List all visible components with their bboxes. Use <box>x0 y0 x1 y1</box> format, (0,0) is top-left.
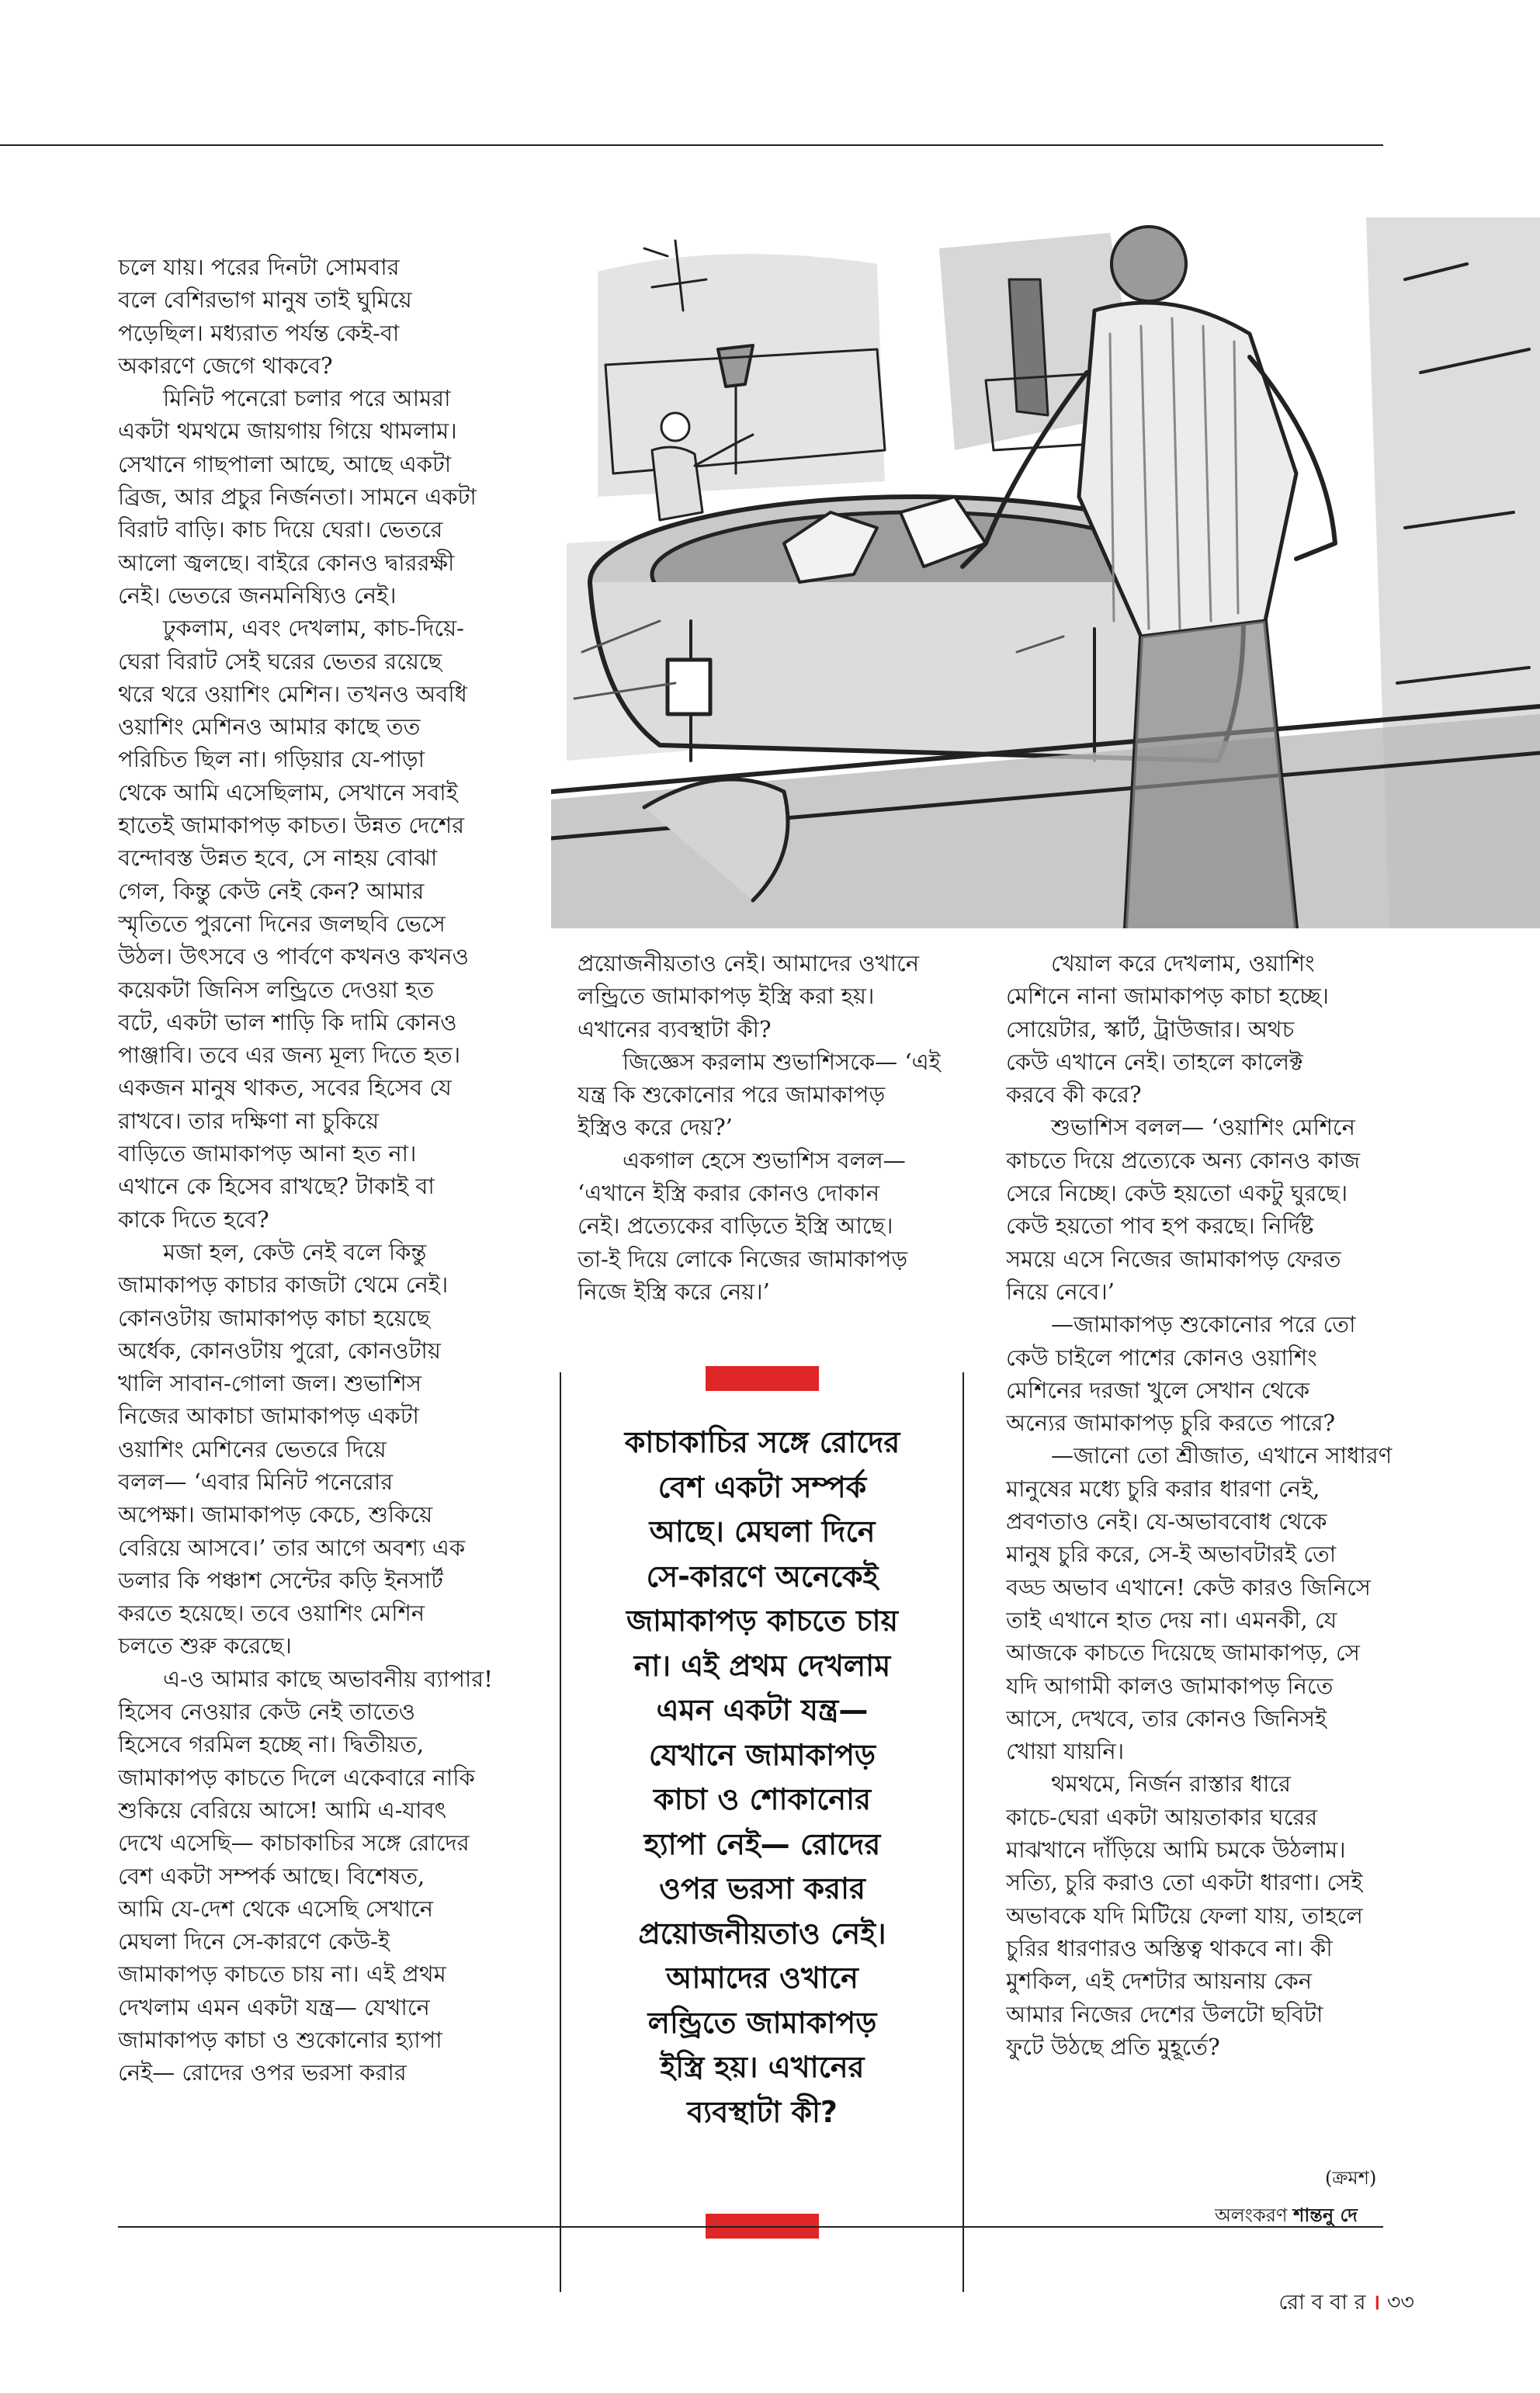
text-line: শুকিয়ে বেরিয়ে আসে! আমি এ-যাবৎ <box>118 1796 447 1823</box>
text-line: বড্ড অভাব এখানে! কেউ কারও জিনিসে <box>1006 1573 1371 1601</box>
text-line: সত্যি, চুরি করাও তো একটা ধারণা। সেই <box>1006 1869 1363 1896</box>
text-line: বন্দোবস্ত উন্নত হবে, সে নাহয় বোঝা <box>118 844 438 872</box>
text-line: আজকে কাচতে দিয়েছে জামাকাপড়, সে <box>1006 1639 1360 1666</box>
text-line: স্মৃতিতে পুরনো দিনের জলছবি ভেসে <box>118 910 446 937</box>
pull-quote-line: বেশ একটা সম্পর্ক <box>657 1469 867 1504</box>
text-line: অর্ধেক, কোনওটায় পুরো, কোনওটায় <box>118 1337 441 1364</box>
text-line: চলতে শুরু করেছে। <box>118 1632 292 1659</box>
illustration-credit-label: অলংকরণ <box>1215 2204 1288 2226</box>
text-line: গেল, কিন্তু কেউ নেই কেন? আমার <box>118 877 425 904</box>
text-line: কাচতে দিয়ে প্রত্যেকে অন্য কোনও কাজ <box>1006 1146 1361 1174</box>
top-rule <box>0 144 1383 146</box>
text-line: প্রয়োজনীয়তাও নেই। আমাদের ওখানে <box>578 950 920 976</box>
text-line: মেশিনে নানা জামাকাপড় কাচা হচ্ছে। <box>1006 983 1330 1010</box>
illustration-credit-name: শান্তনু দে <box>1293 2204 1358 2226</box>
text-line: কেউ চাইলে পাশের কোনও ওয়াশিং <box>1006 1344 1317 1371</box>
page-number: ৩৩ <box>1386 2291 1414 2315</box>
text-line: অন্যের জামাকাপড় চুরি করতে পারে? <box>1006 1410 1336 1437</box>
text-line: দেখলাম এমন একটা যন্ত্র— যেখানে <box>118 1993 430 2020</box>
text-line: ওয়াশিং মেশিনও আমার কাছে তত <box>118 713 421 740</box>
text-line: খোয়া যায়নি। <box>1006 1738 1125 1765</box>
text-line: কেউ এখানে নেই। তাহলে কালেক্ট <box>1006 1048 1303 1075</box>
text-line: সোয়েটার, স্কার্ট, ট্রাউজার। অথচ <box>1006 1015 1295 1042</box>
text-line: বটে, একটা ভাল শাড়ি কি দামি কোনও <box>118 1008 457 1035</box>
laundromat-illustration <box>551 217 1540 928</box>
text-line: পাঞ্জাবি। তবে এর জন্য মূল্য দিতে হত। <box>118 1042 461 1069</box>
text-line: নিয়ে নেবে।’ <box>1006 1278 1115 1305</box>
text-line: জামাকাপড় কাচতে চায় না। এই প্রথম <box>118 1961 446 1988</box>
text-line: —জামাকাপড় শুকোনোর পরে তো <box>1006 1311 1356 1338</box>
footer-separator: । <box>1372 2291 1381 2315</box>
text-line: একগাল হেসে শুভাশিস বলল— <box>578 1146 906 1174</box>
text-line: একটা থমথমে জায়গায় গিয়ে থামলাম। <box>118 418 457 445</box>
text-line: শুভাশিস বলল— ‘ওয়াশিং মেশিনে <box>1006 1114 1355 1141</box>
text-line: সময়ে এসে নিজের জামাকাপড় ফেরত <box>1006 1245 1341 1272</box>
text-line: বিরাট বাড়ি। কাচ দিয়ে ঘেরা। ভেতরে <box>118 516 443 543</box>
text-line: কাকে দিতে হবে? <box>118 1205 269 1233</box>
text-line: সেখানে গাছপালা আছে, আছে একটা <box>118 450 452 477</box>
pull-quote-line: ব্যবস্থাটা কী? <box>687 2094 838 2129</box>
text-line: রাখবে। তার দক্ষিণা না চুকিয়ে <box>118 1107 380 1134</box>
text-line: মজা হল, কেউ নেই বলে কিন্তু <box>118 1238 427 1265</box>
text-line: প্রবণতাও নেই। যে-অভাববোধ থেকে <box>1006 1508 1327 1535</box>
column-divider-right <box>962 1372 964 2292</box>
text-line: কোনওটায় জামাকাপড় কাচা হয়েছে <box>118 1304 430 1331</box>
text-line: উঠল। উৎসবে ও পার্বণে কখনও কখনও <box>118 943 469 970</box>
magazine-name: রো ব বা র <box>1278 2291 1366 2315</box>
article-column-2 <box>578 947 981 1308</box>
text-line: থরে থরে ওয়াশিং মেশিন। তখনও অবধি <box>118 680 467 707</box>
text-line: খেয়াল করে দেখলাম, ওয়াশিং <box>1006 950 1315 976</box>
text-line: পড়েছিল। মধ্যরাত পর্যন্ত কেই-বা <box>118 319 400 346</box>
text-line: নিজে ইস্ত্রি করে নেয়।’ <box>578 1278 770 1305</box>
bottom-rule <box>118 2226 1383 2228</box>
text-line: আসে, দেখবে, তার কোনও জিনিসই <box>1006 1705 1327 1732</box>
pull-quote-line: ওপর ভরসা করার <box>659 1871 865 1906</box>
text-line: মানুষের মধ্যে চুরি করার ধারণা নেই, <box>1006 1475 1320 1502</box>
text-line: অকারণে জেগে থাকবে? <box>118 352 333 379</box>
text-line: মুশকিল, এই দেশটার আয়নায় কেন <box>1006 1968 1313 1995</box>
text-line: এখানে কে হিসেব রাখছে? টাকাই বা <box>118 1173 435 1200</box>
text-line: —জানো তো শ্রীজাত, এখানে সাধারণ <box>1006 1442 1393 1469</box>
text-line: মানুষ চুরি করে, সে-ই অভাবটারই তো <box>1006 1541 1337 1568</box>
text-line: বেরিয়ে আসবে।’ তার আগে অবশ্য এক <box>118 1534 466 1561</box>
text-line: তাই এখানে হাত দেয় না। এমনকী, যে <box>1006 1606 1337 1633</box>
text-line: করবে কী করে? <box>1006 1081 1142 1108</box>
pull-quote-line: প্রয়োজনীয়তাও নেই। <box>638 1916 886 1951</box>
article-column-1 <box>118 251 522 2090</box>
text-line: একজন মানুষ থাকত, সবের হিসেব যে <box>118 1074 452 1101</box>
text-line: আলো জ্বলছে। বাইরে কোনও দ্বাররক্ষী <box>118 549 455 576</box>
text-line: ইস্ত্রিও করে দেয়?’ <box>578 1114 733 1141</box>
pull-quote-text <box>578 1420 947 2135</box>
text-line: বেশ একটা সম্পর্ক আছে। বিশেষত, <box>118 1862 425 1889</box>
text-line: ডলার কি পঞ্চাশ সেন্টের কড়ি ইনসার্ট <box>118 1566 443 1594</box>
text-line: জামাকাপড় কাচার কাজটা থেমে নেই। <box>118 1271 449 1299</box>
pull-quote-line: লন্ড্রিতে জামাকাপড় <box>647 2005 877 2040</box>
text-line: লন্ড্রিতে জামাকাপড় ইস্ত্রি করা হয়। <box>578 983 875 1010</box>
series-note: (ক্রমশ) <box>1325 2167 1377 2189</box>
text-line: জিজ্ঞেস করলাম শুভাশিসকে— ‘এই <box>578 1048 941 1075</box>
text-line: হিসেবে গরমিল হচ্ছে না। দ্বিতীয়ত, <box>118 1731 425 1758</box>
pull-quote-line: আছে। মেঘলা দিনে <box>649 1514 876 1549</box>
text-line: করতে হয়েছে। তবে ওয়াশিং মেশিন <box>118 1600 425 1627</box>
pull-quote-line: হ্যাপা নেই— রোদের <box>643 1826 881 1861</box>
text-line: আমি যে-দেশ থেকে এসেছি সেখানে <box>118 1895 434 1922</box>
text-line: পরিচিত ছিল না। গড়িয়ার যে-পাড়া <box>118 746 425 773</box>
pull-quote-line: যেখানে জামাকাপড় <box>648 1737 876 1772</box>
text-line: তা-ই দিয়ে লোকে নিজের জামাকাপড় <box>578 1245 908 1272</box>
text-line: ‘এখানে ইস্ত্রি করার কোনও দোকান <box>578 1180 880 1207</box>
text-line: এখানের ব্যবস্থাটা কী? <box>578 1015 772 1042</box>
text-line: আমার নিজের দেশের উলটো ছবিটা <box>1006 2000 1323 2027</box>
text-line: কয়েকটা জিনিস লন্ড্রিতে দেওয়া হত <box>118 976 435 1003</box>
page-footer <box>1278 2287 1414 2322</box>
text-line: বাড়িতে জামাকাপড় আনা হত না। <box>118 1140 417 1167</box>
pull-quote-top-bar <box>706 1366 819 1391</box>
text-line: খালি সাবান-গোলা জল। শুভাশিস <box>118 1370 421 1397</box>
text-line: হিসেব নেওয়ার কেউ নেই তাতেও <box>118 1698 415 1725</box>
pull-quote-line: কাচাকাচির সঙ্গে রোদের <box>624 1425 900 1459</box>
text-line: ফুটে উঠছে প্রতি মুহূর্তে? <box>1006 2033 1220 2060</box>
text-line: কাচে-ঘেরা একটা আয়তাকার ঘরের <box>1006 1803 1318 1830</box>
text-line: চুরির ধারণারও অস্তিত্ব থাকবে না। কী <box>1006 1934 1333 1961</box>
text-line: নেই— রোদের ওপর ভরসা করার <box>118 2059 407 2086</box>
illustration-credit <box>1215 2201 1358 2232</box>
text-line: যন্ত্র কি শুকোনোর পরে জামাকাপড় <box>578 1081 886 1108</box>
pull-quote-line: কাচা ও শোকানোর <box>654 1782 871 1816</box>
text-line: মিনিট পনেরো চলার পরে আমরা <box>118 385 451 412</box>
text-line: নেই। প্রত্যেকের বাড়িতে ইস্ত্রি আছে। <box>578 1212 893 1240</box>
text-line: জামাকাপড় কাচতে দিলে একেবারে নাকি <box>118 1764 475 1791</box>
text-line: দেখে এসেছি— কাচাকাচির সঙ্গে রোদের <box>118 1829 470 1857</box>
text-line: অভাবকে যদি মিটিয়ে ফেলা যায়, তাহলে <box>1006 1902 1363 1929</box>
text-line: অপেক্ষা। জামাকাপড় কেচে, শুকিয়ে <box>118 1501 433 1528</box>
text-line: ঘেরা বিরাট সেই ঘরের ভেতর রয়েছে <box>118 647 442 675</box>
text-line: ঢুকলাম, এবং দেখলাম, কাচ-দিয়ে- <box>118 615 464 642</box>
pull-quote-line: এমন একটা যন্ত্র— <box>656 1693 869 1727</box>
pull-quote-line: না। এই প্রথম দেখলাম <box>633 1648 891 1683</box>
text-line: মেশিনের দরজা খুলে সেখান থেকে <box>1006 1376 1310 1403</box>
text-line: বলে বেশিরভাগ মানুষ তাই ঘুমিয়ে <box>118 286 412 314</box>
text-line: নিজের আকাচা জামাকাপড় একটা <box>118 1403 419 1430</box>
pull-quote-line: জামাকাপড় কাচতে চায় <box>626 1604 898 1638</box>
text-line: ওয়াশিং মেশিনের ভেতরে দিয়ে <box>118 1435 387 1462</box>
pull-quote-box <box>578 1366 947 2243</box>
text-line: জামাকাপড় কাচা ও শুকোনোর হ্যাপা <box>118 2027 442 2054</box>
column-divider-left <box>560 1372 561 2292</box>
article-column-3 <box>1006 947 1425 2063</box>
text-line: বলল— ‘এবার মিনিট পনেরোর <box>118 1468 394 1495</box>
text-line: এ-ও আমার কাছে অভাবনীয় ব্যাপার! <box>118 1665 493 1692</box>
text-line: মেঘলা দিনে সে-কারণে কেউ-ই <box>118 1928 390 1955</box>
text-line: যদি আগামী কালও জামাকাপড় নিতে <box>1006 1672 1334 1699</box>
pull-quote-line: ইস্ত্রি হয়। এখানের <box>660 2050 865 2084</box>
text-line: হাতেই জামাকাপড় কাচত। উন্নত দেশের <box>118 812 465 839</box>
text-line: ব্রিজ, আর প্রচুর নির্জনতা। সামনে একটা <box>118 484 477 511</box>
text-line: মাঝখানে দাঁড়িয়ে আমি চমকে উঠলাম। <box>1006 1836 1346 1864</box>
text-line: চলে যায়। পরের দিনটা সোমবার <box>118 254 400 280</box>
text-line: সেরে নিচ্ছে। কেউ হয়তো একটু ঘুরছে। <box>1006 1180 1348 1207</box>
pull-quote-line: সে-কারণে অনেকেই <box>646 1559 879 1594</box>
pull-quote-line: আমাদের ওখানে <box>666 1961 858 1995</box>
text-line: নেই। ভেতরে জনমনিষ্যিও নেই। <box>118 581 397 609</box>
text-line: কেউ হয়তো পাব হপ করছে। নির্দিষ্ট <box>1006 1212 1314 1240</box>
text-line: থমথমে, নির্জন রাস্তার ধারে <box>1006 1770 1291 1798</box>
text-line: থেকে আমি এসেছিলাম, সেখানে সবাই <box>118 779 458 806</box>
